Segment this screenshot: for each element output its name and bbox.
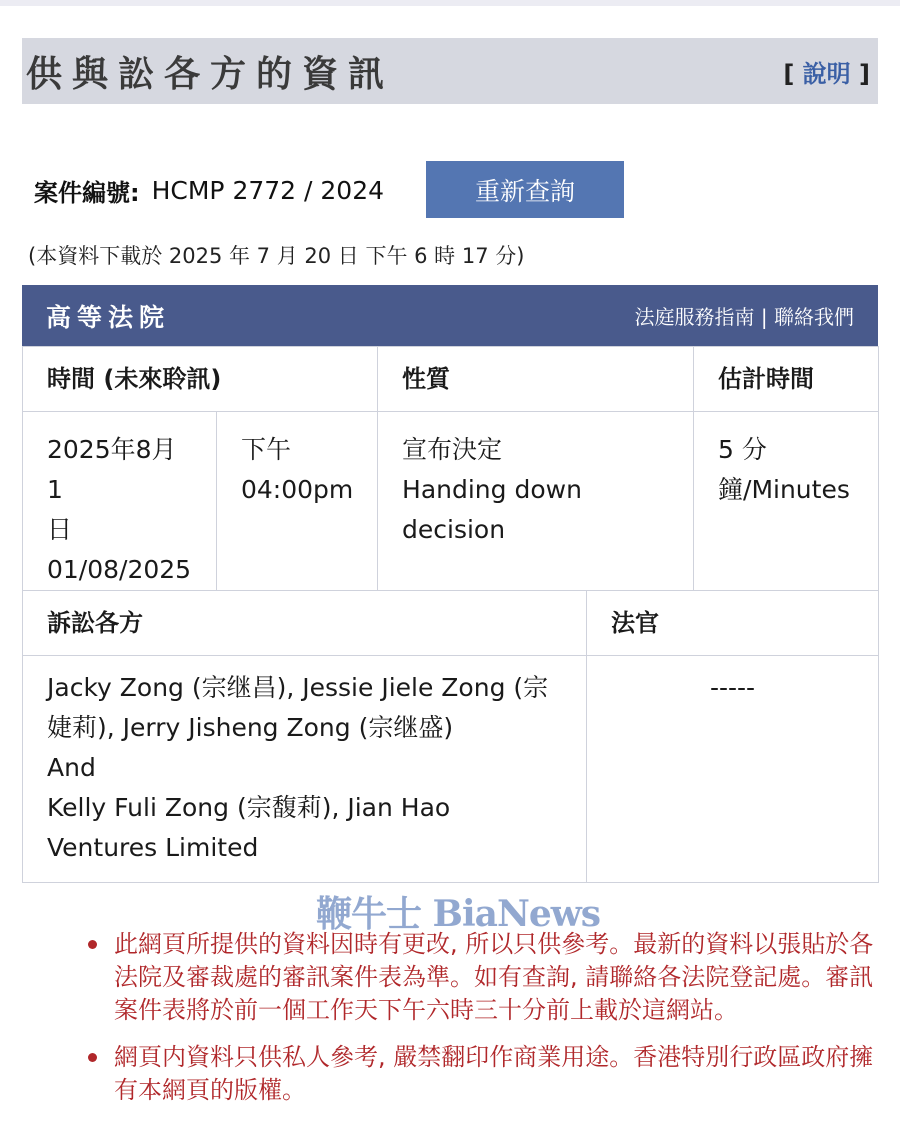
hearing-duration-line1: 5 分 — [718, 435, 767, 464]
judge-header: 法官 — [587, 591, 879, 656]
parties-line3: And — [47, 753, 96, 782]
contact-us-link[interactable]: 聯絡我們 — [774, 305, 854, 329]
case-number-label: 案件編號: — [34, 178, 140, 207]
case-number-row — [34, 162, 384, 218]
help-bracket-open: [ — [783, 59, 795, 88]
parties-line5: Ventures Limited — [47, 833, 259, 862]
hearing-header-row — [23, 347, 879, 412]
nature-header: 性質 — [378, 347, 694, 412]
page-title: 供與訟各方的資訊 — [26, 53, 395, 95]
help-link[interactable]: 說明 — [802, 59, 851, 88]
requery-button[interactable]: 重新查詢 — [426, 161, 624, 218]
disclaimer-item: 此網頁所提供的資料因時有更改, 所以只供參考。最新的資料以張貼於各法院及審裁處的審訊案件表為準。如有查詢, 請聯絡各法院登記處。審訊案件表將於前一個工作天下午六時三十分前上載於這網站。 — [88, 928, 878, 1027]
hearing-row — [23, 412, 879, 591]
time-header: 時間 (未來聆訊) — [23, 347, 378, 412]
disclaimer-list — [88, 928, 878, 1121]
page-title-bar — [22, 38, 878, 104]
case-number-value: HCMP 2772 / 2024 — [151, 175, 385, 205]
hearing-duration-line2: 鐘/Minutes — [718, 475, 850, 504]
parties-header: 訴訟各方 — [23, 591, 587, 656]
hearing-table — [22, 346, 879, 883]
court-header — [22, 285, 878, 346]
hearing-nature-line2: Handing down — [402, 475, 582, 504]
disclaimer-item: 網頁内資料只供私人參考, 嚴禁翻印作商業用途。香港特別行政區政府擁有本網頁的版權。 — [88, 1041, 878, 1107]
judge-cell: ----- — [587, 656, 879, 883]
parties-line4: Kelly Fuli Zong (宗馥莉), Jian Hao — [47, 793, 451, 822]
hearing-date-line3: 01/08/2025 — [47, 555, 192, 584]
parties-header-row — [23, 591, 879, 656]
download-timestamp: (本資料下載於 2025 年 7 月 20 日 下午 6 時 17 分) — [28, 244, 525, 268]
parties-row — [23, 656, 879, 883]
hearing-nature-line1: 宣布決定 — [402, 435, 503, 464]
hearing-date-cell — [23, 412, 217, 591]
hearing-nature-cell — [378, 412, 694, 591]
hearing-nature-line3: decision — [402, 515, 506, 544]
hearing-duration-cell — [694, 412, 879, 591]
hearing-date-line1: 2025年8月1 — [47, 435, 177, 504]
parties-cell — [23, 656, 587, 883]
top-strip — [0, 0, 900, 6]
parties-line2: 婕莉), Jerry Jisheng Zong (宗继盛) — [47, 713, 454, 742]
help-link-wrapper — [783, 54, 870, 89]
help-bracket-close: ] — [859, 59, 870, 88]
court-guide-link[interactable]: 法庭服務指南 — [634, 305, 755, 329]
watermark-logo: 鞭牛士 BiaNews — [316, 893, 601, 935]
court-name: 高等法院 — [46, 302, 171, 332]
hearing-date-line2: 日 — [47, 515, 73, 544]
link-separator: | — [760, 305, 768, 329]
hearing-time-line1: 下午 — [241, 435, 292, 464]
parties-line1: Jacky Zong (宗继昌), Jessie Jiele Zong (宗 — [47, 673, 549, 702]
duration-header: 估計時間 — [694, 347, 879, 412]
hearing-time-line2: 04:00pm — [241, 475, 354, 504]
court-links — [635, 301, 854, 330]
hearing-time-cell — [217, 412, 378, 591]
